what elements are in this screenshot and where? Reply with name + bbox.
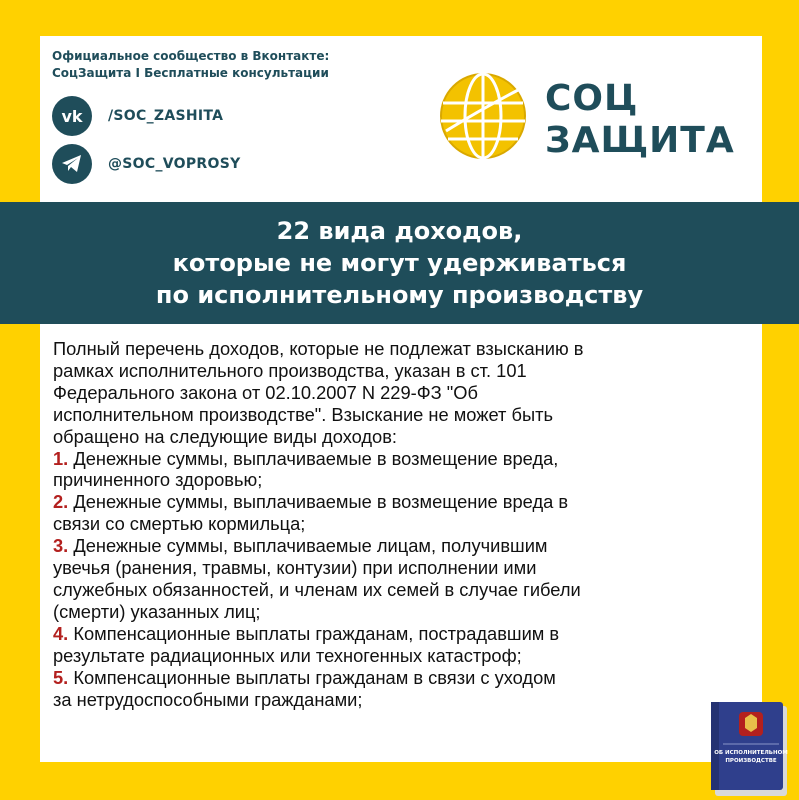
- item-number: 1.: [53, 447, 69, 469]
- logo-line-2: ЗАЩИТА: [545, 120, 735, 161]
- item-text: Компенсационные выплаты гражданам в связи с уходом: [68, 666, 556, 688]
- telegram-icon: [52, 144, 92, 184]
- community-line-2: СоцЗащита I Бесплатные консультации: [52, 66, 329, 80]
- title-banner: [0, 202, 799, 324]
- intro-line: исполнительном производстве". Взыскание не может быть: [53, 403, 554, 425]
- list-item-3-cont: увечья (ранения, травмы, контузии) при исполнении ими: [53, 557, 537, 579]
- logo-line-1: СОЦ: [545, 78, 639, 119]
- community-caption: [52, 48, 329, 82]
- vk-icon: [52, 96, 92, 136]
- item-text: Компенсационные выплаты гражданам, пострадавшим в: [68, 622, 560, 644]
- content-card: [40, 324, 762, 762]
- community-line-1: Официальное сообщество в Вконтакте:: [52, 49, 330, 63]
- item-number: 2.: [53, 491, 69, 513]
- list-item-3-cont: служебных обязанностей, и членам их семей в случае гибели: [53, 578, 581, 600]
- svg-text:vk: vk: [61, 107, 83, 125]
- book-title-line-1: ОБ ИСПОЛНИТЕЛЬНОМ: [714, 750, 788, 756]
- list-item-5-cont: за нетрудоспособными гражданами;: [53, 688, 363, 710]
- book-title-line-2: ПРОИЗВОДСТВЕ: [725, 758, 777, 764]
- list-item-5: [53, 667, 758, 689]
- globe-logo-icon: [438, 71, 528, 161]
- list-item-1-cont: причиненного здоровью;: [53, 469, 263, 491]
- banner-title-line-1: 22 вида доходов,: [276, 217, 523, 245]
- intro-line: рамках исполнительного производства, указан в ст. 101: [53, 359, 527, 381]
- vk-handle: /SOC_ZASHITA: [108, 108, 224, 124]
- item-text: Денежные суммы, выплачиваемые в возмещение вреда,: [68, 447, 559, 469]
- intro-line: Федерального закона от 02.10.2007 N 229-ФЗ "Об: [53, 381, 478, 403]
- list-item-4: [53, 623, 758, 645]
- body-text: [53, 338, 758, 710]
- intro-line: Полный перечень доходов, которые не подлежат взысканию в: [53, 338, 584, 359]
- intro-line: обращено на следующие виды доходов:: [53, 425, 398, 447]
- list-item-3-cont: (смерти) указанных лиц;: [53, 600, 261, 622]
- telegram-link[interactable]: [52, 144, 241, 184]
- list-item-2: [53, 491, 758, 513]
- list-item-1: [53, 448, 758, 470]
- item-number: 4.: [53, 622, 69, 644]
- law-book-icon: [707, 700, 791, 798]
- brand-logo-text: [545, 78, 735, 162]
- banner-title-line-3: по исполнительному производству: [155, 281, 644, 309]
- header-card: [40, 36, 762, 202]
- item-number: 5.: [53, 666, 69, 688]
- banner-title-line-2: которые не могут удерживаться: [172, 249, 627, 277]
- item-text: Денежные суммы, выплачиваемые в возмещение вреда в: [68, 491, 569, 513]
- list-item-2-cont: связи со смертью кормильца;: [53, 513, 306, 535]
- list-item-3: [53, 535, 758, 557]
- telegram-handle: @SOC_VOPROSY: [108, 156, 241, 172]
- vk-link[interactable]: [52, 96, 223, 136]
- item-number: 3.: [53, 535, 69, 557]
- item-text: Денежные суммы, выплачиваемые лицам, получившим: [68, 535, 548, 557]
- list-item-4-cont: результате радиационных или техногенных катастроф;: [53, 644, 522, 666]
